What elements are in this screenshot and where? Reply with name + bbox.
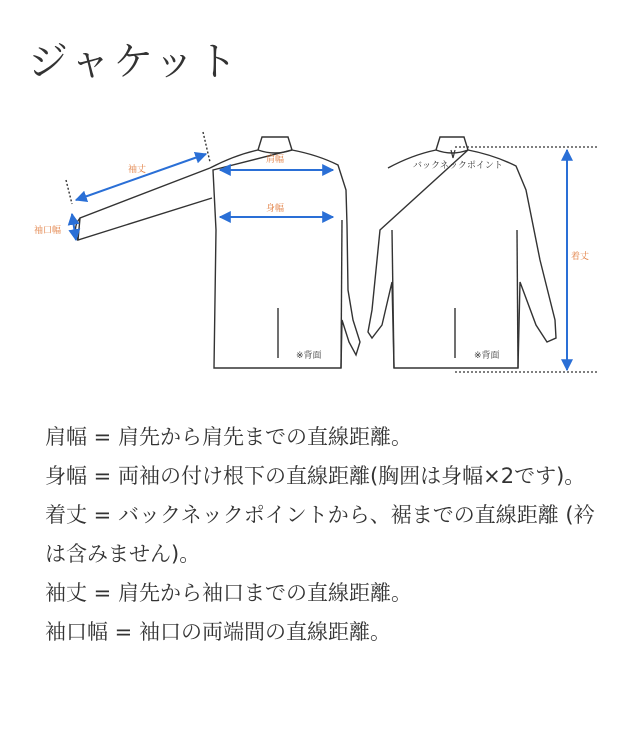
description-cuff-width: 袖口幅 = 袖口の両端間の直線距離。 [45,620,391,644]
description-length: 着丈 = バックネックポイントから、裾までの直線距離 (衿は含みません)。 [45,503,595,566]
label-body-width: 身幅 [266,204,285,214]
jacket-measurement-diagram [0,110,640,400]
label-shoulder-width: 肩幅 [266,155,285,165]
description-body-width: 身幅 = 両袖の付け根下の直線距離(胸囲は身幅×2です)。 [45,464,586,488]
jacket-back-left [75,137,360,368]
label-sleeve-length: 袖丈 [128,165,147,175]
back-neck-point-marker [451,150,455,158]
label-back-neck-point: バックネックポイント [413,161,503,171]
jacket-back-right [368,137,556,368]
cuff-tip-marker [66,180,72,204]
label-cuff-width: 袖口幅 [34,226,62,236]
description-sleeve-length: 袖丈 = 肩先から袖口までの直線距離。 [45,581,412,605]
shoulder-tip-marker [203,132,210,162]
label-length: 着丈 [571,252,590,262]
measurement-descriptions [45,418,605,652]
label-back-note-right: ※背面 [474,351,500,361]
description-shoulder-width: 肩幅 = 肩先から肩先までの直線距離。 [45,425,412,449]
label-back-note-left: ※背面 [296,351,322,361]
page-title: ジャケット [28,39,241,85]
